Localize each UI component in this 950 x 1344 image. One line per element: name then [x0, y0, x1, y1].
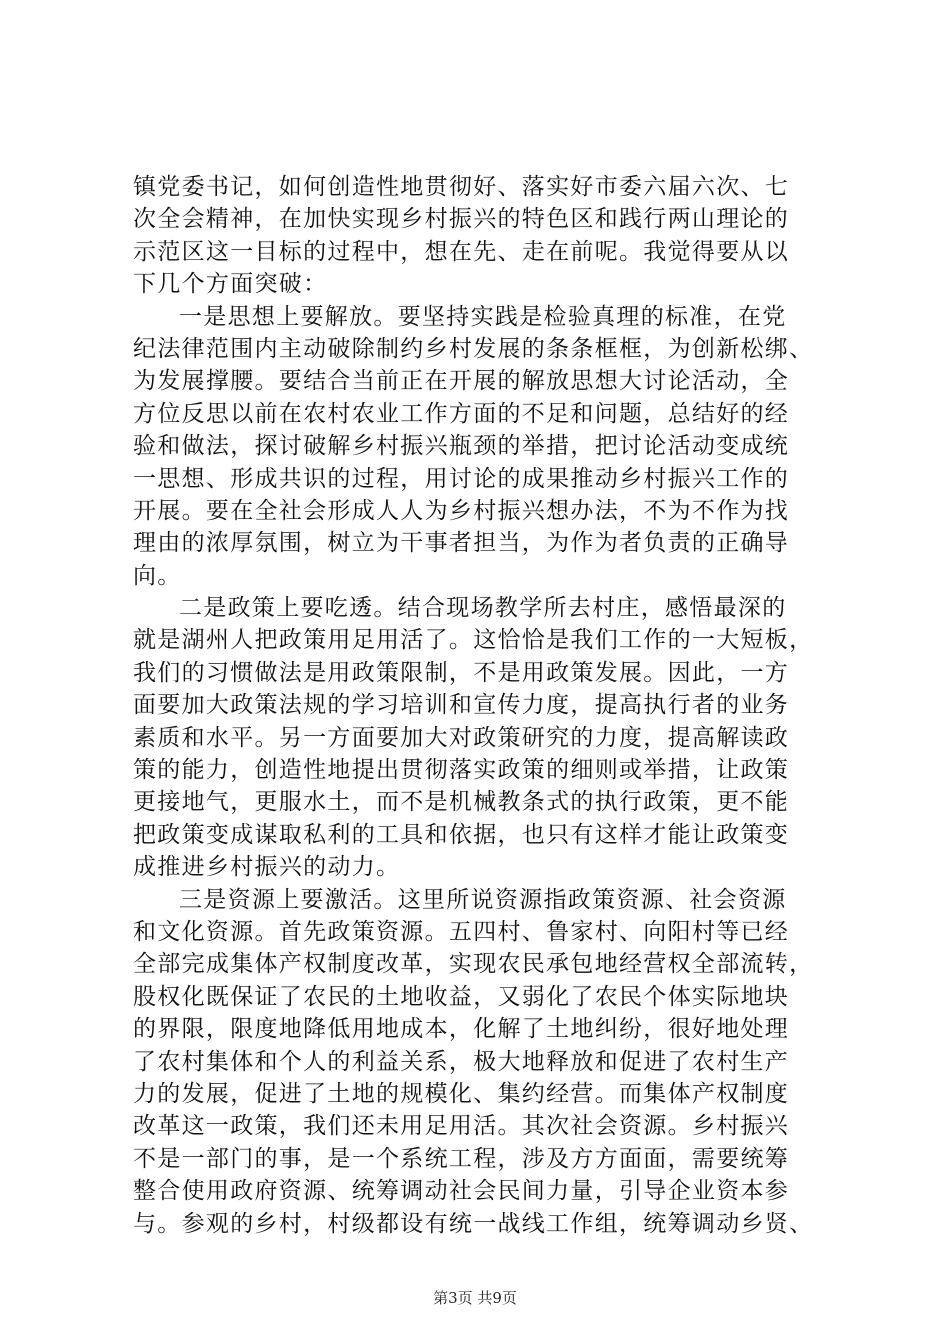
text-line: 素质和水平。另一方面要加大对政策研究的力度，提高解读政 — [133, 724, 790, 751]
text-line: 全部完成集体产权制度改革，实现农民承包地经营权全部流转， — [133, 951, 814, 978]
text-line: 开展。要在全社会形成人人为乡村振兴想办法，不为不作为找 — [133, 497, 790, 524]
text-line: 验和做法，探讨破解乡村振兴瓶颈的举措，把讨论活动变成统 — [133, 433, 790, 460]
text-line: 整合使用政府资源、统筹调动社会民间力量，引导企业资本参 — [133, 1178, 790, 1205]
text-line: 改革这一政策，我们还未用足用活。其次社会资源。乡村振兴 — [133, 1113, 790, 1140]
text-line: 把政策变成谋取私利的工具和依据，也只有这样才能让政策变 — [133, 821, 790, 848]
paragraph-first-line: 二是政策上要吃透。结合现场教学所去村庄，感悟最深的 — [179, 595, 787, 622]
text-line: 为发展撑腰。要结合当前正在开展的解放思想大讨论活动，全 — [133, 368, 790, 395]
text-line: 更接地气，更服水土，而不是机械教条式的执行政策，更不能 — [133, 789, 790, 816]
text-line: 了农村集体和个人的利益关系，极大地释放和促进了农村生产 — [133, 1048, 790, 1075]
document-body — [133, 171, 825, 1240]
text-line: 和文化资源。首先政策资源。五四村、鲁家村、向阳村等已经 — [133, 918, 790, 945]
text-line: 次全会精神，在加快实现乡村振兴的特色区和践行两山理论的 — [133, 206, 790, 233]
text-line: 不是一部门的事，是一个系统工程，涉及方方面面，需要统筹 — [133, 1145, 790, 1172]
text-line: 的界限，限度地降低用地成本，化解了土地纠纷，很好地处理 — [133, 1016, 790, 1043]
page-footer — [0, 1288, 950, 1308]
text-line: 力的发展，促进了土地的规模化、集约经营。而集体产权制度 — [133, 1080, 790, 1107]
text-line: 镇党委书记，如何创造性地贯彻好、落实好市委六届六次、七 — [133, 174, 790, 200]
text-line: 下几个方面突破： — [133, 271, 328, 298]
text-line: 一思想、形成共识的过程，用讨论的成果推动乡村振兴工作的 — [133, 465, 790, 492]
text-line: 向。 — [133, 562, 182, 589]
paragraph-first-line: 一是思想上要解放。要坚持实践是检验真理的标准，在党 — [179, 303, 787, 330]
text-line: 纪法律范围内主动破除制约乡村发展的条条框框，为创新松绑、 — [133, 335, 814, 362]
page-number: 第3页 共9页 — [433, 1289, 517, 1307]
text-line: 方位反思以前在农村农业工作方面的不足和问题，总结好的经 — [133, 400, 790, 427]
text-line: 示范区这一目标的过程中，想在先、走在前呢。我觉得要从以 — [133, 238, 790, 265]
text-line: 股权化既保证了农民的土地收益，又弱化了农民个体实际地块 — [133, 983, 790, 1010]
paragraph-first-line: 三是资源上要激活。这里所说资源指政策资源、社会资源 — [179, 886, 787, 913]
text-line: 策的能力，创造性地提出贯彻落实政策的细则或举措，让政策 — [133, 757, 790, 784]
text-line: 与。参观的乡村，村级都设有统一战线工作组，统筹调动乡贤、 — [133, 1210, 814, 1237]
text-line: 理由的浓厚氛围，树立为干事者担当，为作为者负责的正确导 — [133, 530, 790, 557]
text-line: 我们的习惯做法是用政策限制，不是用政策发展。因此，一方 — [133, 659, 790, 686]
text-line: 成推进乡村振兴的动力。 — [133, 854, 401, 881]
text-line: 就是湖州人把政策用足用活了。这恰恰是我们工作的一大短板， — [133, 627, 814, 654]
text-line: 面要加大政策法规的学习培训和宣传力度，提高执行者的业务 — [133, 692, 790, 719]
